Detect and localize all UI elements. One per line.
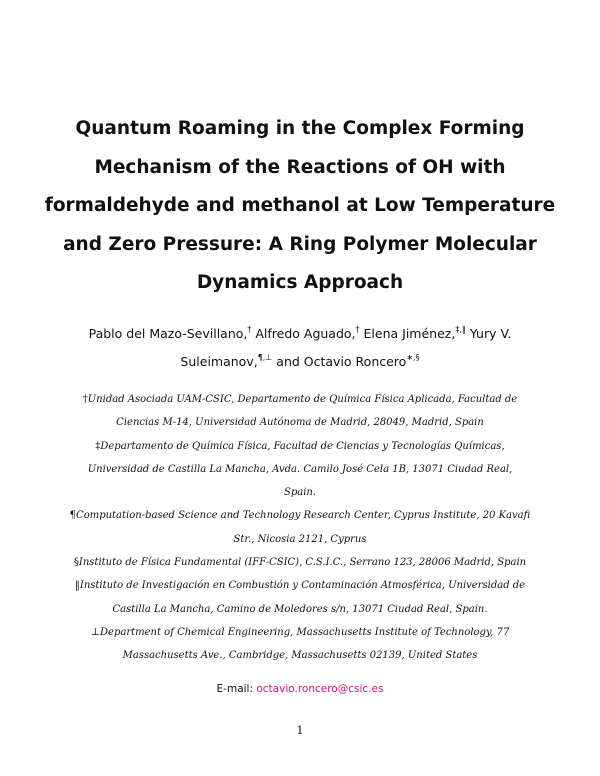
author-name: Alfredo Aguado, — [255, 326, 356, 341]
affiliation-mark: † — [355, 325, 360, 334]
affiliation-mark: † — [82, 394, 88, 405]
affiliation — [62, 504, 538, 551]
affiliation — [62, 574, 538, 621]
affiliation-line: Str., Nicosia 2121, Cyprus — [233, 533, 367, 545]
affiliation — [62, 435, 538, 505]
author-name: Pablo del Mazo-Sevillano, — [88, 326, 248, 341]
affiliation-mark: ‖ — [74, 580, 80, 592]
affiliation — [62, 388, 538, 435]
affiliation-text: Instituto de Física Fundamental (IFF-CSIC), C.S.I.C., Serrano 123, 28006 Madrid, Spain — [78, 557, 527, 569]
affiliation-text: Department of Chemical Engineering, Massachusetts Institute of Technology, 77 — [100, 626, 510, 638]
affiliation-mark: ∗,§ — [406, 353, 420, 362]
affiliation-line: Universidad de Castilla La Mancha, Avda. Camilo José Cela 1B, 13071 Ciudad Real, — [87, 463, 513, 475]
title-line: Mechanism of the Reactions of OH with — [94, 156, 506, 178]
affiliation — [62, 551, 538, 574]
email-label: E-mail: — [216, 683, 254, 695]
page-number: 1 — [296, 724, 304, 737]
affiliation-mark: ‡,‖ — [455, 325, 466, 334]
affiliation-mark: † — [247, 325, 252, 334]
affiliation-mark: ¶,⊥ — [257, 353, 273, 362]
author-name: Yury V. — [469, 326, 512, 341]
affiliation-line — [62, 574, 538, 597]
affiliation-line — [62, 435, 538, 458]
affiliation-mark: ¶ — [69, 510, 77, 522]
affiliation-line: Castilla La Mancha, Camino de Moledores s/n, 13071 Ciudad Real, Spain. — [112, 603, 488, 615]
author-name: Elena Jiménez, — [363, 326, 456, 341]
contact-email — [40, 680, 560, 698]
affiliation-line — [62, 551, 538, 574]
affiliation-list — [62, 388, 538, 668]
affiliation-mark: ⊥ — [90, 626, 101, 638]
affiliation-line — [62, 504, 538, 527]
author-name: and Octavio Roncero — [276, 354, 407, 369]
title-line: Dynamics Approach — [196, 272, 404, 293]
author-list — [40, 320, 560, 376]
affiliation-text: Unidad Asociada UAM-CSIC, Departamento de Química Física Aplicada, Facultad de — [87, 394, 518, 405]
paper-title — [40, 110, 560, 303]
title-line: Quantum Roaming in the Complex Forming — [75, 118, 525, 139]
author-line — [40, 320, 560, 348]
affiliation — [62, 621, 538, 668]
affiliation-line — [62, 388, 538, 411]
author-name: Suleimanov, — [180, 354, 258, 369]
affiliation-line: Ciencias M-14, Universidad Autónoma de Madrid, 28049, Madrid, Spain — [116, 417, 484, 429]
author-line — [40, 348, 560, 376]
affiliation-text: Instituto de Investigación en Combustión y Contaminación Atmosférica, Universidad de — [79, 580, 526, 592]
affiliation-line: Massachusetts Ave., Cambridge, Massachusetts 02139, United States — [122, 650, 478, 662]
email-link[interactable]: octavio.roncero@csic.es — [256, 683, 384, 695]
affiliation-text: Departamento de Química Física, Facultad de Ciencias y Tecnologías Químicas, — [100, 440, 505, 452]
affiliation-line: Spain. — [283, 487, 317, 499]
affiliation-text: Computation-based Science and Technology Research Center, Cyprus Institute, 20 Kavafi — [76, 510, 531, 522]
title-line: formaldehyde and methanol at Low Temperature — [44, 195, 556, 216]
affiliation-mark: § — [73, 557, 79, 569]
affiliation-mark: ‡ — [95, 440, 101, 452]
title-line: and Zero Pressure: A Ring Polymer Molecular — [63, 233, 537, 255]
affiliation-line — [62, 621, 538, 644]
